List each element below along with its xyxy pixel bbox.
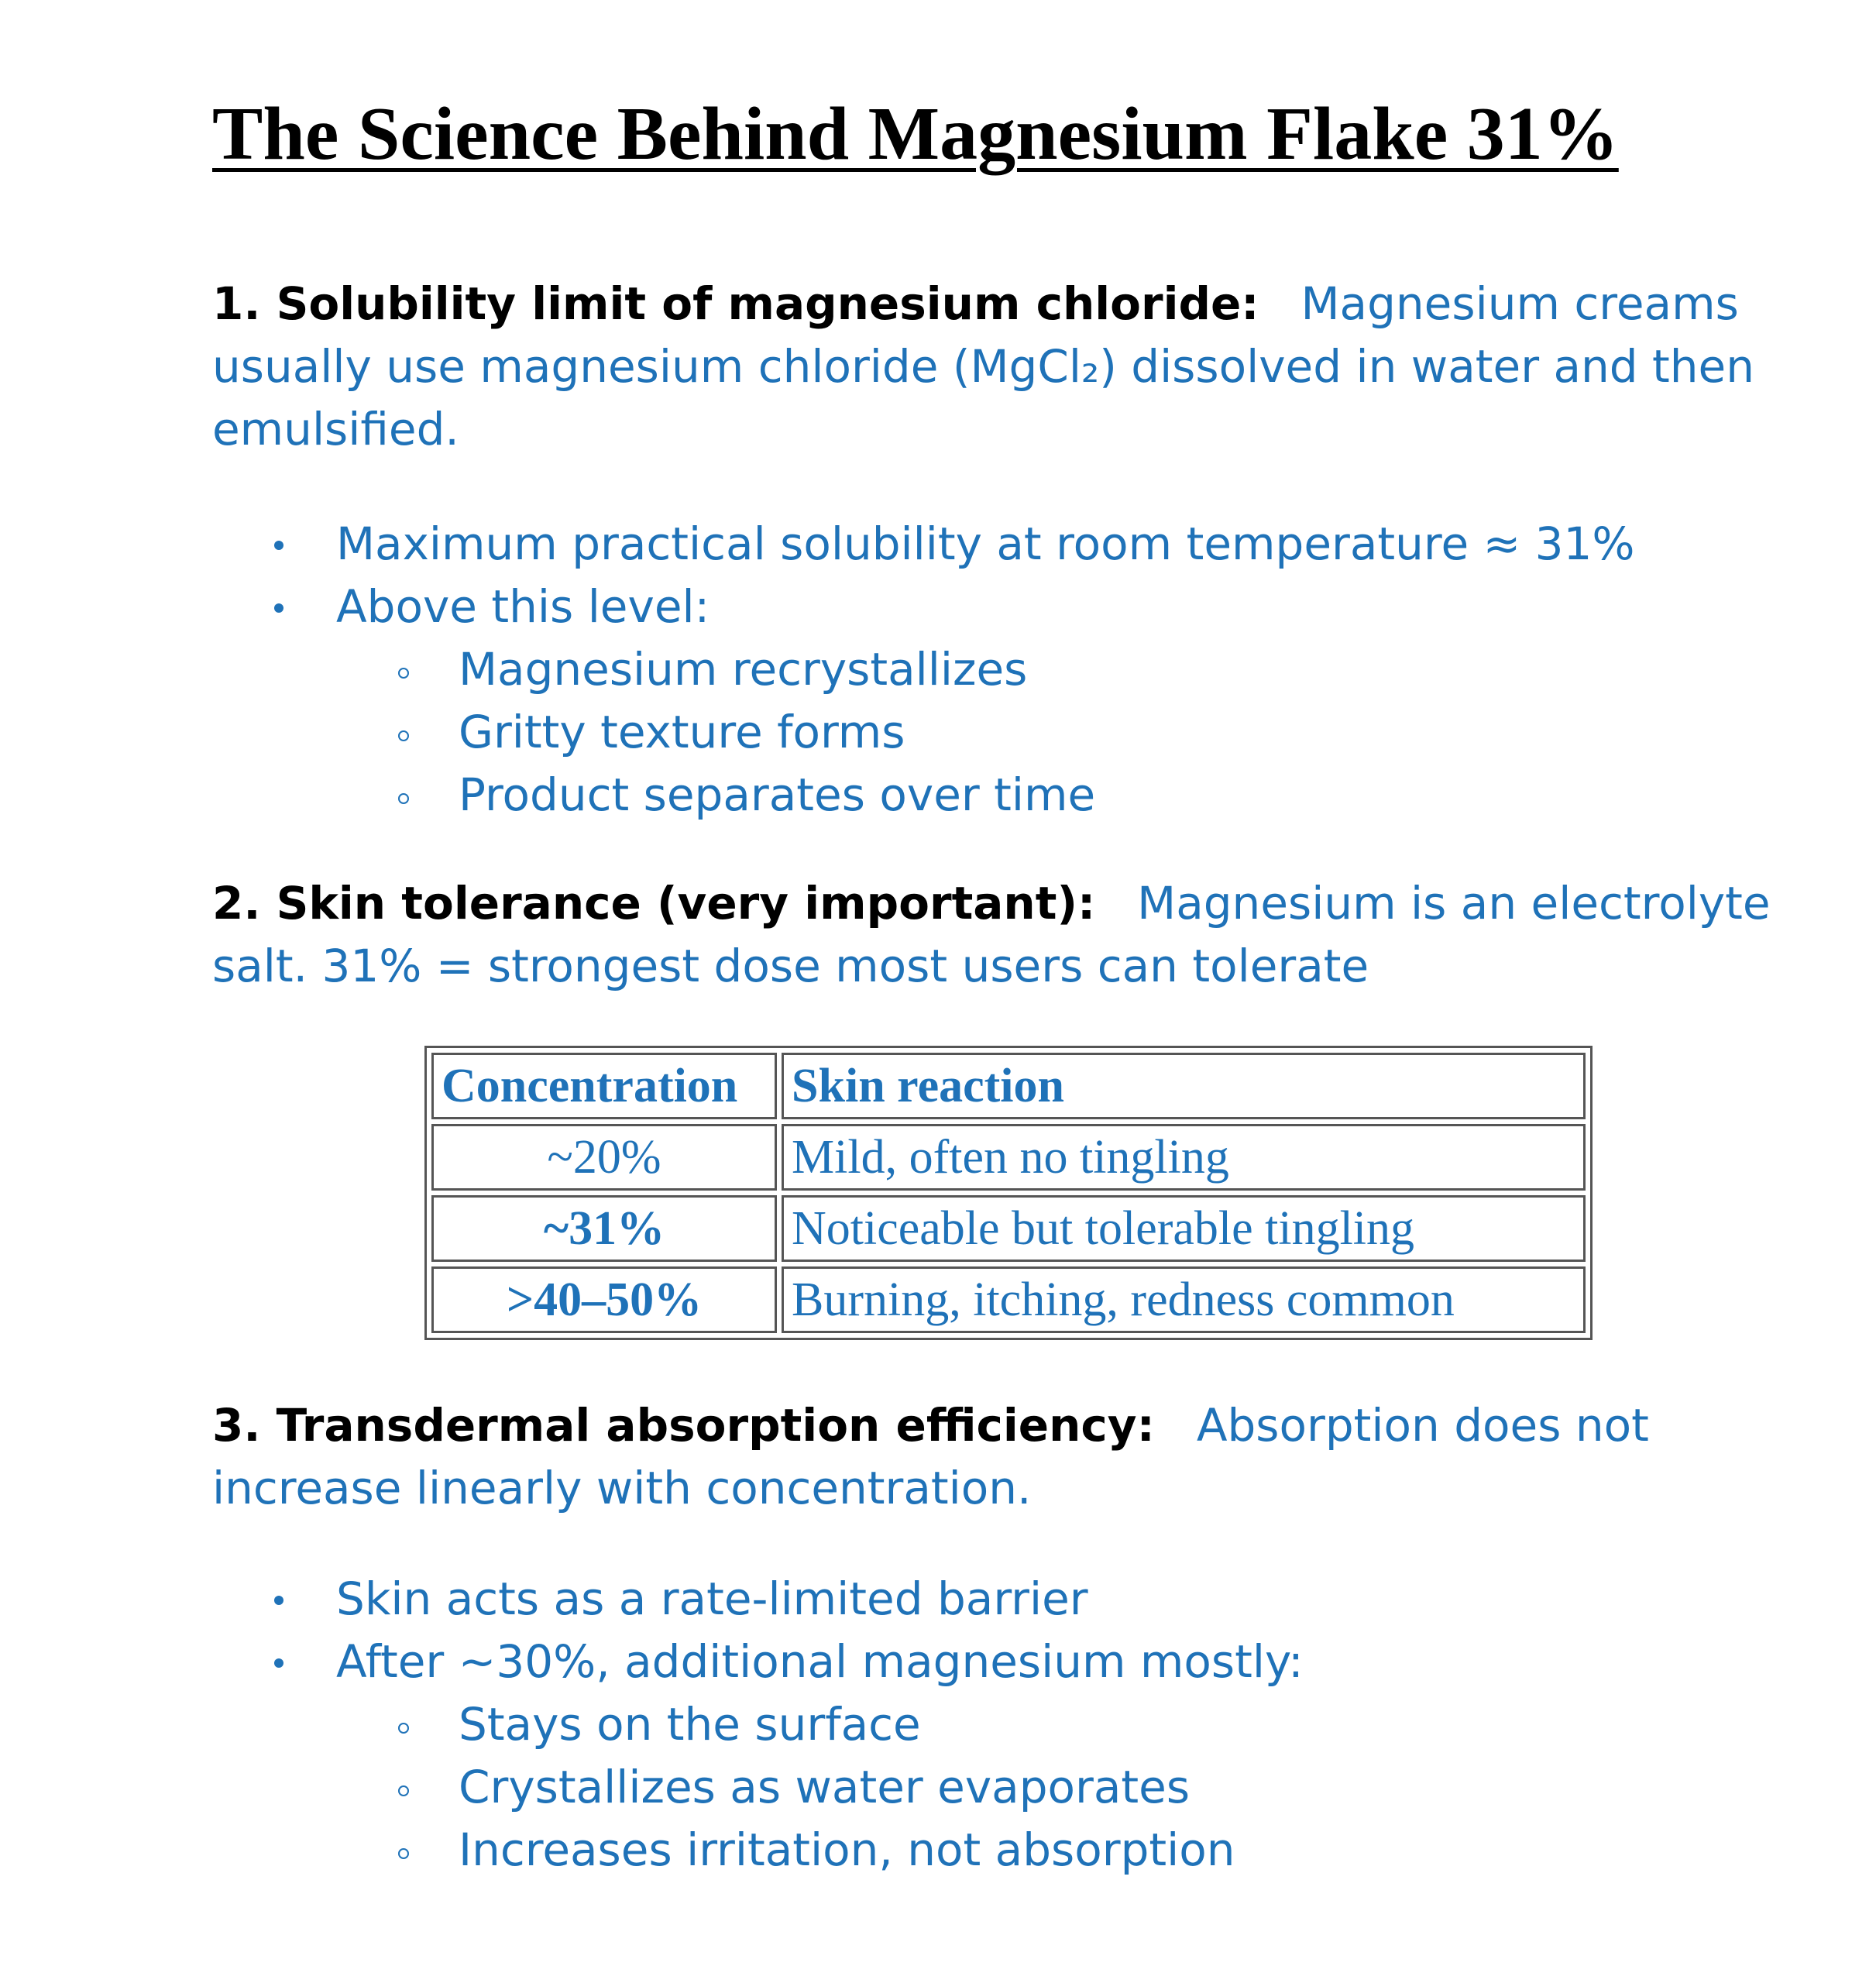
sub-list-item [0,638,1635,701]
section-3-bullet-list [0,1568,1304,1882]
table-row [431,1124,1586,1191]
list-item [0,1631,1304,1693]
table-row [431,1195,1586,1262]
section-2-heading: 2. Skin tolerance (very important): [212,877,1096,930]
list-item-text: Above this level: [336,580,710,633]
section-1-heading: 1. Solubility limit of magnesium chloride: [212,277,1259,330]
section-2-paragraph [212,872,1808,998]
section-1-bullet-list [0,513,1635,827]
section-1-paragraph [212,273,1808,461]
table-cell-skin-reaction: Noticeable but tolerable tingling [782,1195,1586,1262]
sub-list-item-text: Crystallizes as water evaporates [459,1761,1191,1813]
column-header-concentration: Concentration [431,1053,777,1119]
hollow-bullet-icon [398,1848,409,1859]
list-item [0,576,1635,638]
hollow-bullet-icon [398,730,409,741]
list-item [0,513,1635,576]
sub-list-item-text: Increases irritation, not absorption [459,1823,1235,1876]
page-title: The Science Behind Magnesium Flake 31% [212,92,1619,176]
list-item-text: Maximum practical solubility at room temperature ≈ 31% [336,517,1635,570]
section-3-paragraph [212,1394,1808,1520]
section-2-text: Magnesium is an electrolyte salt. 31% = strongest dose most users can tolerate [212,877,1771,992]
skin-reaction-table-container [424,1046,1593,1340]
sub-list-item-text: Product separates over time [459,768,1096,821]
sub-list-item [0,1693,1304,1756]
bullet-icon [274,1596,283,1605]
hollow-bullet-icon [398,668,409,679]
table-cell-concentration: ~31% [431,1195,777,1262]
hollow-bullet-icon [398,793,409,804]
section-3-heading: 3. Transdermal absorption efficiency: [212,1399,1155,1452]
sub-list-item [0,701,1635,764]
skin-reaction-table [424,1046,1593,1340]
table-header-row [431,1053,1586,1119]
hollow-bullet-icon [398,1723,409,1734]
hollow-bullet-icon [398,1785,409,1796]
sub-list-item [0,764,1635,827]
sub-list-item-text: Magnesium recrystallizes [459,643,1028,696]
list-item-text: After ~30%, additional magnesium mostly: [336,1635,1304,1688]
bullet-icon [274,1658,283,1668]
column-header-skin-reaction: Skin reaction [782,1053,1586,1119]
table-row [431,1266,1586,1333]
section-3-text: Absorption does not increase linearly with concentration. [212,1399,1649,1514]
bullet-icon [274,541,283,550]
bullet-icon [274,603,283,613]
section-1-text: Magnesium creams usually use magnesium chloride (MgCl₂) dissolved in water and then emulsified. [212,277,1754,455]
list-item [0,1568,1304,1631]
sub-list-item [0,1819,1304,1882]
sub-list-item-text: Stays on the surface [459,1698,921,1751]
table-cell-concentration: >40–50% [431,1266,777,1333]
table-cell-skin-reaction: Mild, often no tingling [782,1124,1586,1191]
sub-list-item-text: Gritty texture forms [459,706,905,758]
sub-list-item [0,1756,1304,1819]
table-cell-concentration: ~20% [431,1124,777,1191]
list-item-text: Skin acts as a rate-limited barrier [336,1572,1088,1625]
table-cell-skin-reaction: Burning, itching, redness common [782,1266,1586,1333]
